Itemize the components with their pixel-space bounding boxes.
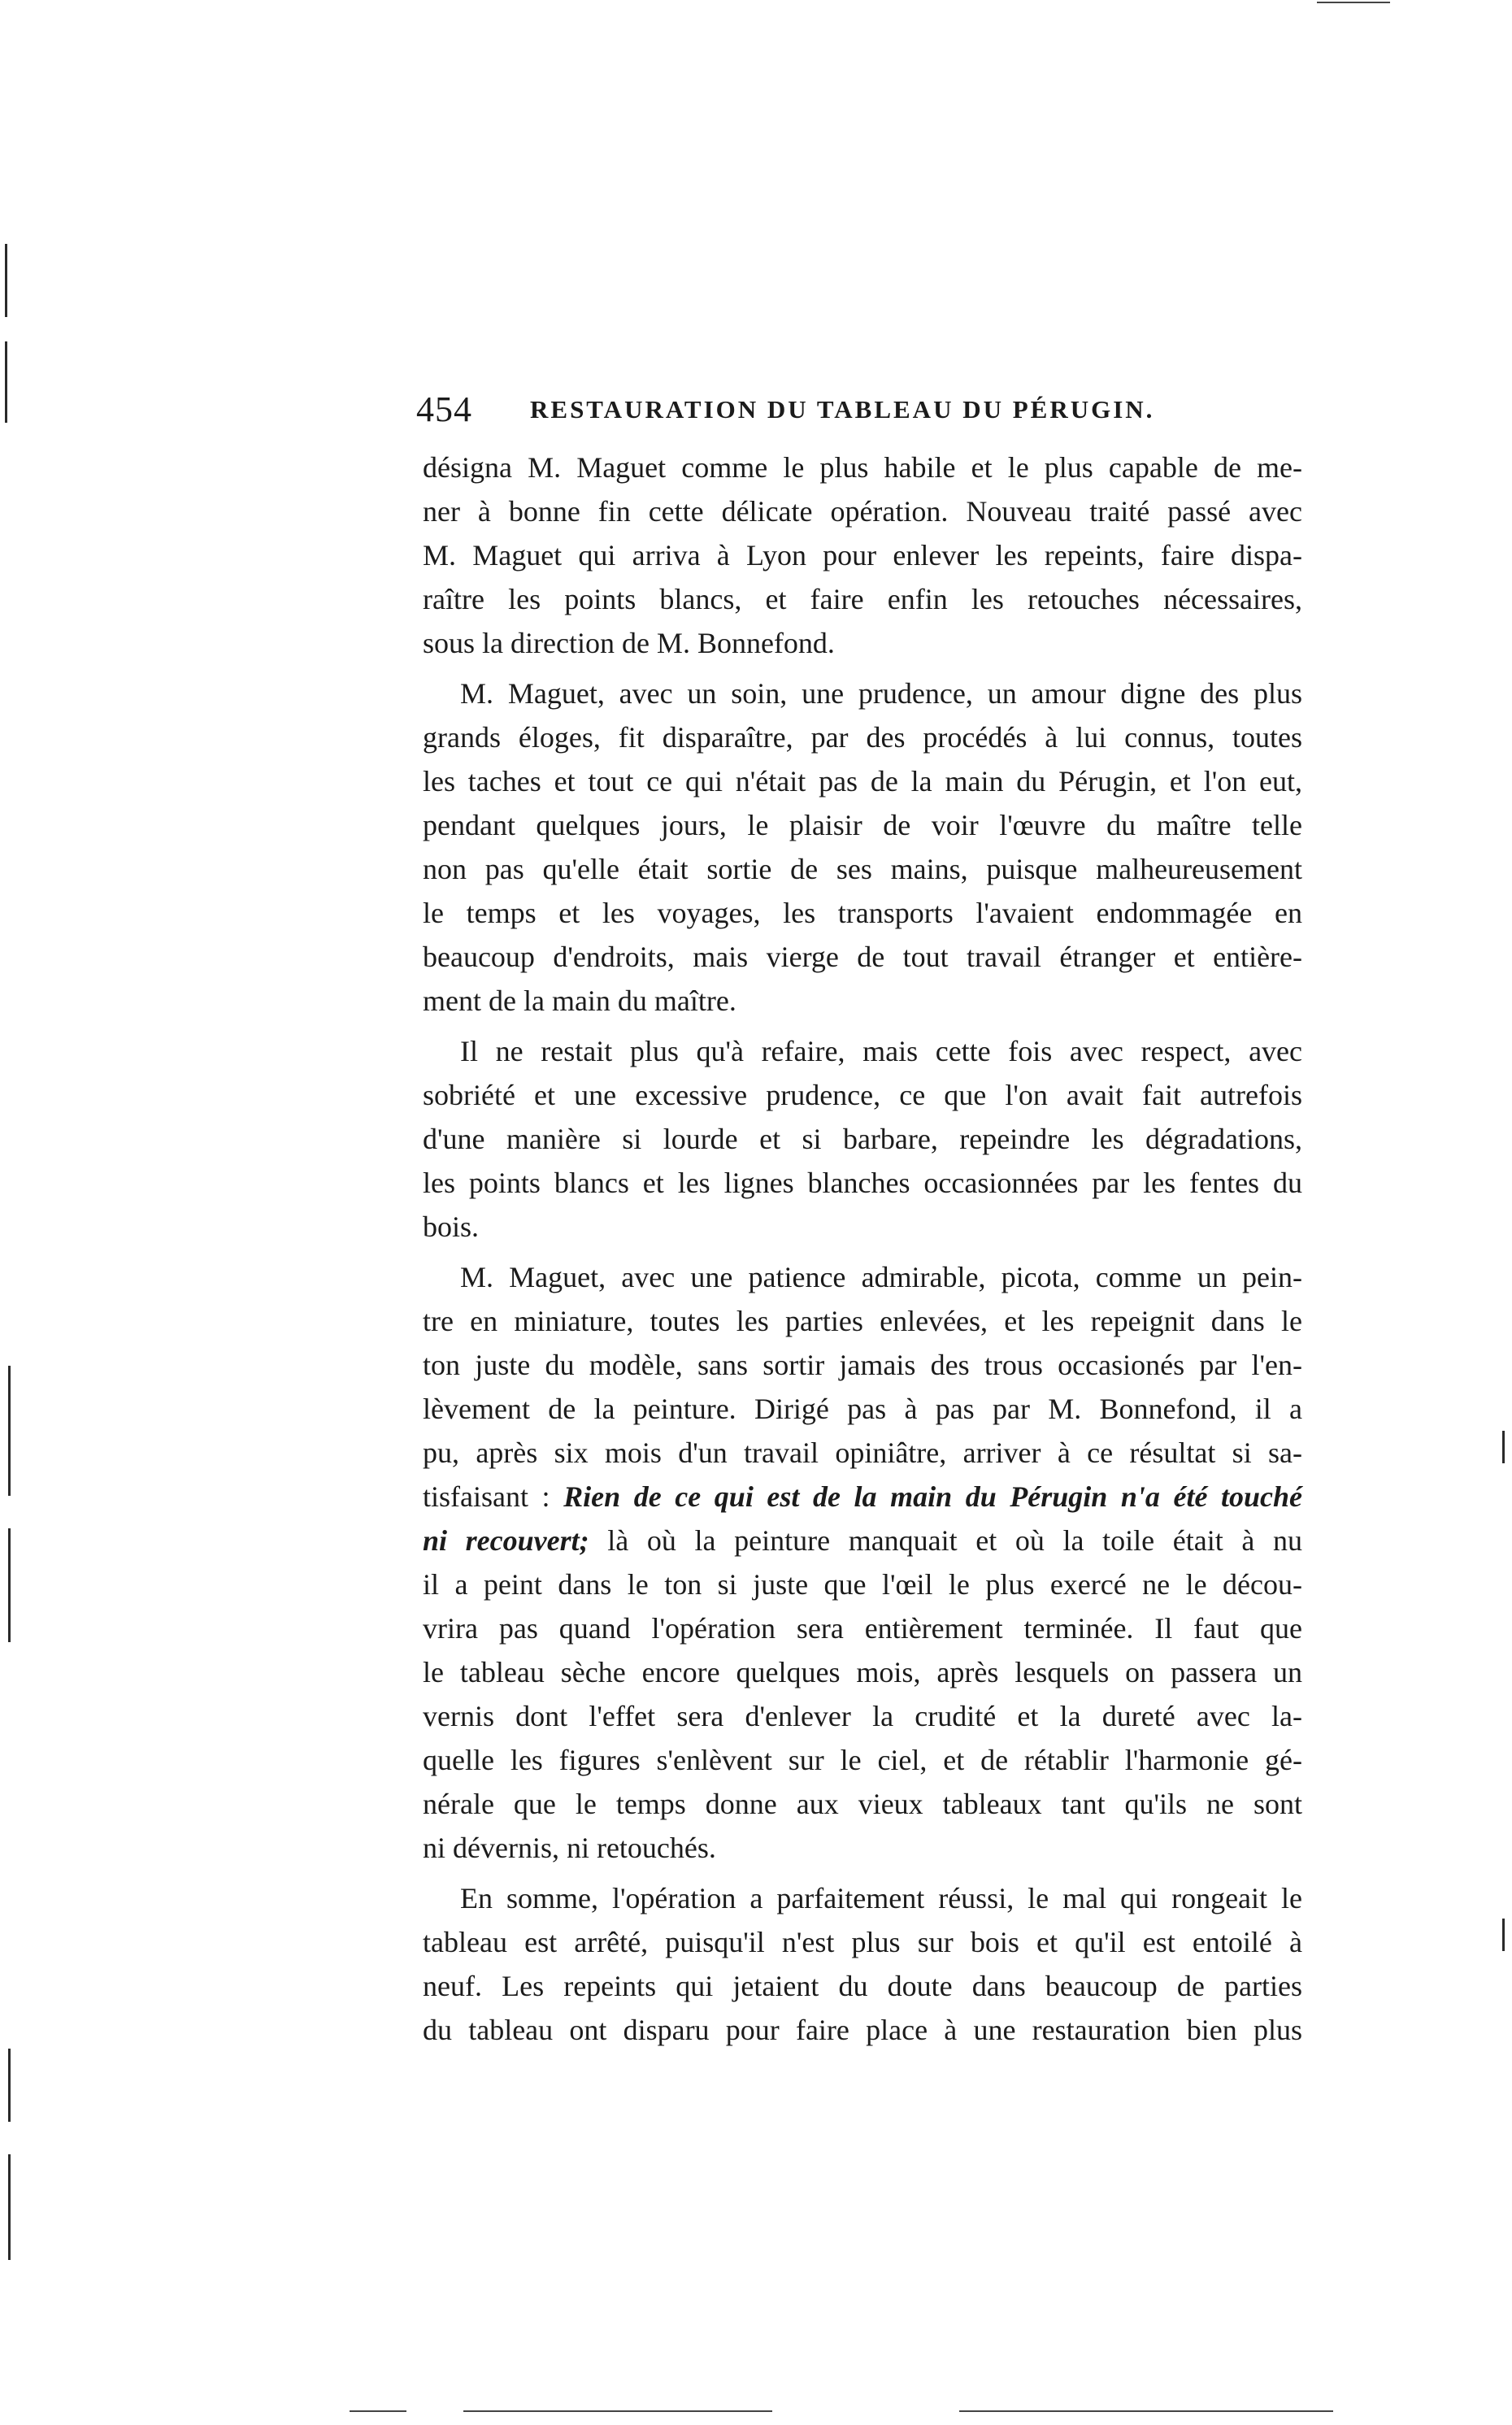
scan-edge-mark <box>5 244 7 317</box>
body-text <box>423 445 1302 2052</box>
italic-quote: ni recouvert; <box>423 1524 589 1557</box>
scan-edge-mark <box>8 2154 11 2260</box>
scan-edge-mark <box>1502 1919 1505 1951</box>
text-line: tableau est arrêté, puisqu'il n'est plus sur bois et qu'il est entoilé à <box>423 1926 1302 1958</box>
text-line: il a peint dans le ton si juste que l'œil le plus exercé ne le décou- <box>423 1568 1302 1601</box>
scan-edge-mark <box>8 1528 11 1642</box>
text-line: le tableau sèche encore quelques mois, après lesquels on passera un <box>423 1656 1302 1688</box>
text-line: Il ne restait plus qu'à refaire, mais cette fois avec respect, avec <box>460 1035 1302 1067</box>
text-line: sous la direction de M. Bonnefond. <box>423 627 835 659</box>
text-line: M. Maguet qui arriva à Lyon pour enlever les repeints, faire dispa- <box>423 539 1302 571</box>
text-line: non pas qu'elle était sortie de ses mains, puisque malheureusement <box>423 853 1302 885</box>
text-line: d'une manière si lourde et si barbare, repeindre les dégradations, <box>423 1123 1302 1155</box>
text-line-mixed <box>423 1519 1302 1562</box>
text-line: vernis dont l'effet sera d'enlever la crudité et la dureté avec la- <box>423 1700 1302 1732</box>
italic-quote: Rien de ce qui est de la main du Pérugin n'a été touché <box>563 1480 1303 1513</box>
text-line: neuf. Les repeints qui jetaient du doute dans beaucoup de parties <box>423 1970 1302 2002</box>
text-line: ner à bonne fin cette délicate opération. Nouveau traité passé avec <box>423 495 1302 528</box>
text-line: nérale que le temps donne aux vieux tableaux tant qu'ils ne sont <box>423 1788 1302 1820</box>
text-line: quelle les figures s'enlèvent sur le ciel, et de rétablir l'harmonie gé- <box>423 1744 1302 1776</box>
running-title: RESTAURATION DU TABLEAU DU PÉRUGIN. <box>530 395 1155 424</box>
text-run: tisfaisant : <box>423 1480 550 1513</box>
scan-bottom-rule <box>350 2410 406 2412</box>
text-line: sobriété et une excessive prudence, ce que l'on avait fait autrefois <box>423 1079 1302 1111</box>
scan-edge-mark <box>8 2049 11 2122</box>
text-line: M. Maguet, avec un soin, une prudence, un amour digne des plus <box>460 677 1302 710</box>
text-line: du tableau ont disparu pour faire place à une restauration bien plus <box>423 2014 1302 2046</box>
text-line: pendant quelques jours, le plaisir de voir l'œuvre du maître telle <box>423 809 1302 841</box>
scan-edge-mark <box>1502 1431 1505 1463</box>
text-line: M. Maguet, avec une patience admirable, picota, comme un pein- <box>460 1261 1302 1293</box>
text-line: ton juste du modèle, sans sortir jamais des trous occasionés par l'en- <box>423 1349 1302 1381</box>
running-header <box>416 389 1294 437</box>
scan-bottom-rule <box>463 2410 772 2412</box>
text-line: ment de la main du maître. <box>423 984 736 1017</box>
text-line: ni dévernis, ni retouchés. <box>423 1832 716 1864</box>
scan-edge-mark <box>5 341 7 423</box>
text-line: vrira pas quand l'opération sera entièrement terminée. Il faut que <box>423 1612 1302 1645</box>
scan-edge-mark <box>8 1366 11 1496</box>
scan-top-rule <box>1317 2 1390 3</box>
text-line: beaucoup d'endroits, mais vierge de tout travail étranger et entière- <box>423 941 1302 973</box>
page-number: 454 <box>416 389 472 429</box>
text-line: pu, après six mois d'un travail opiniâtre, arriver à ce résultat si sa- <box>423 1436 1302 1469</box>
text-line-mixed <box>423 1475 1302 1519</box>
text-line: grands éloges, fit disparaître, par des procédés à lui connus, toutes <box>423 721 1302 754</box>
text-line: tre en miniature, toutes les parties enlevées, et les repeignit dans le <box>423 1305 1302 1337</box>
scan-bottom-rule <box>959 2410 1333 2412</box>
text-run: là où la peinture manquait et où la toile était à nu <box>607 1524 1303 1557</box>
text-line: le temps et les voyages, les transports l'avaient endommagée en <box>423 897 1302 929</box>
text-line: raître les points blancs, et faire enfin les retouches nécessaires, <box>423 583 1302 615</box>
text-line: En somme, l'opération a parfaitement réussi, le mal qui rongeait le <box>460 1882 1302 1914</box>
text-line: bois. <box>423 1210 480 1243</box>
text-line: les points blancs et les lignes blanches occasionnées par les fentes du <box>423 1167 1302 1199</box>
text-line: désigna M. Maguet comme le plus habile et le plus capable de me- <box>423 451 1302 484</box>
text-line: lèvement de la peinture. Dirigé pas à pas par M. Bonnefond, il a <box>423 1393 1302 1425</box>
text-line: les taches et tout ce qui n'était pas de la main du Pérugin, et l'on eut, <box>423 765 1302 797</box>
